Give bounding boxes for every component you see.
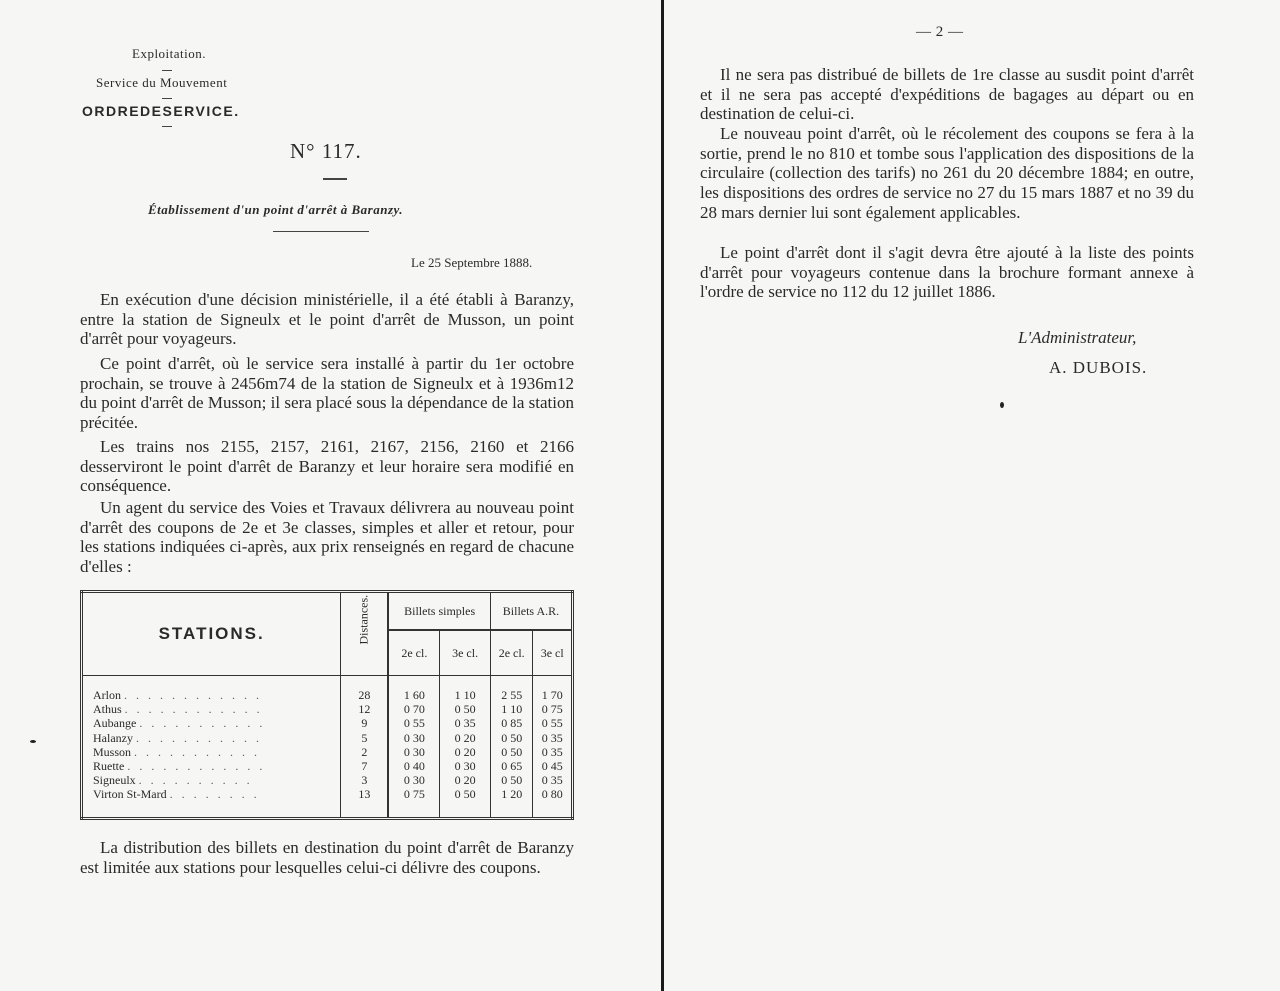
header-dash (162, 70, 172, 71)
price-value: 0 50 (501, 730, 523, 745)
station-name: Musson (93, 744, 132, 759)
price-value: 0 75 (403, 787, 425, 802)
station-name: Athus (93, 702, 122, 717)
document-date: Le 25 Septembre 1888. (411, 255, 533, 270)
sub-header-2cl-ar: 2e cl. (490, 630, 533, 676)
price-value: 0 65 (501, 759, 523, 774)
distance-value: 3 (361, 773, 368, 788)
price-value: 0 30 (403, 773, 425, 788)
header-dash (162, 126, 172, 127)
table-row: Ruette . . . . . . . . . . . . (93, 759, 266, 774)
price-value: 0 20 (454, 730, 476, 745)
right-paragraph-1: Il ne sera pas distribué de billets de 1re classe au susdit point d'arrêt et il ne sera pas accepté d'expéditions de bagages au départ ou en destination de celui-ci. (700, 65, 1194, 124)
price-value: 0 50 (454, 787, 476, 802)
distance-value: 12 (358, 702, 371, 717)
sub-header-3cl: 3e cl. (440, 630, 491, 676)
billets-ar-header: Billets A.R. (490, 592, 572, 631)
header-service: Service du Mouvement (96, 75, 228, 90)
price-value: 0 30 (454, 759, 476, 774)
distance-value: 5 (361, 730, 368, 745)
table-row: Athus . . . . . . . . . . . . (93, 702, 263, 717)
paragraph-4: Un agent du service des Voies et Travaux délivrera au nouveau point d'arrêt des coupons de 2e et 3e classes, simples et aller et retour, pour les stations indiquées ci-après, aux prix renseignés en regard de chacune d'elles : (80, 498, 574, 576)
price-value: 0 20 (454, 744, 476, 759)
simple-2cl-column (388, 676, 439, 819)
distance-value: 13 (358, 787, 371, 802)
sub-header-2cl: 2e cl. (388, 630, 439, 676)
simple-3cl-column (440, 676, 491, 819)
station-name: Halanzy (93, 730, 133, 745)
right-page (668, 0, 1280, 991)
price-value: 0 20 (454, 773, 476, 788)
document-subtitle: Établissement d'un point d'arrêt à Baranzy. (148, 202, 404, 217)
price-value: 1 10 (454, 688, 476, 702)
price-value: 0 55 (541, 716, 563, 731)
price-value: 0 80 (541, 787, 563, 802)
price-value: 0 50 (501, 773, 523, 788)
paper-speck (1000, 402, 1004, 408)
paragraph-2: Ce point d'arrêt, où le service sera installé à partir du 1er octobre prochain, se trouve à 2456m74 de la station de Signeulx et à 1936m12 du point d'arrêt de Musson; il sera placé sous la dépendance de la station précitée. (80, 354, 574, 432)
right-paragraph-2: Le nouveau point d'arrêt, où le récolement des coupons se fera à la sortie, prend le no 810 et tombe sous l'application des dispositions de la circulaire (collection des tarifs) no 261 du 20 décembre 1884; en outre, les dispositions des ordres de service no 27 du 15 mars 1887 et no 39 du 28 mars dernier lui sont également applicables. (700, 124, 1194, 222)
price-value: 0 30 (403, 744, 425, 759)
price-value: 0 55 (403, 716, 425, 731)
price-value: 1 10 (501, 702, 523, 717)
header-dash (162, 98, 172, 99)
table-row: Musson . . . . . . . . . . . (93, 744, 261, 759)
price-value: 0 70 (403, 702, 425, 717)
price-value: 0 40 (403, 759, 425, 774)
distance-value: 7 (361, 759, 368, 774)
distance-value: 2 (361, 744, 368, 759)
header-exploitation: Exploitation. (132, 46, 207, 61)
paragraph-3: Les trains nos 2155, 2157, 2161, 2167, 2156, 2160 et 2166 desserviront le point d'arrêt de Baranzy et leur horaire sera modifié en conséquence. (80, 437, 574, 496)
price-value: 0 35 (454, 716, 476, 731)
price-value: 0 30 (403, 730, 425, 745)
price-value: 1 60 (403, 688, 425, 702)
table-row: Aubange . . . . . . . . . . . (93, 716, 266, 731)
table-row: Virton St-Mard . . . . . . . . (93, 787, 260, 802)
price-value: 0 50 (454, 702, 476, 717)
distances-header-label: Distances. (356, 594, 371, 644)
ar-2cl-column (490, 676, 533, 819)
station-name: Aubange (93, 716, 137, 731)
price-value: 1 20 (501, 787, 523, 802)
price-value: 0 50 (501, 744, 523, 759)
price-value: 0 35 (541, 773, 563, 788)
distances-column (341, 676, 389, 819)
distance-value: 28 (358, 688, 371, 702)
title-rule (323, 178, 347, 180)
table-row: Signeulx . . . . . . . . . . (93, 773, 253, 788)
price-value: 1 70 (541, 688, 563, 702)
book-spine (661, 0, 664, 991)
order-number: N° 117. (290, 139, 362, 163)
subtitle-rule (273, 231, 369, 232)
page-number: — 2 — (916, 24, 964, 40)
price-value: 0 85 (501, 716, 523, 731)
station-name: Arlon (93, 688, 121, 702)
closing-paragraph: La distribution des billets en destination du point d'arrêt de Baranzy est limitée aux stations pour lesquelles celui-ci délivre des coupons. (80, 838, 574, 877)
paper-speck (30, 740, 36, 743)
price-value: 0 35 (541, 744, 563, 759)
signature-title: L'Administrateur, (1018, 328, 1137, 347)
header-ordre: ORDREDESERVICE. (82, 103, 240, 119)
fares-table (80, 590, 574, 820)
billets-simples-header: Billets simples (388, 592, 490, 631)
station-name: Virton St-Mard (93, 787, 167, 802)
distance-value: 9 (361, 716, 368, 731)
sub-header-3cl-ar: 3e cl (533, 630, 573, 676)
table-row: Halanzy . . . . . . . . . . . (93, 730, 262, 745)
stations-header: STATIONS. (82, 592, 341, 676)
ar-3cl-column (533, 676, 573, 819)
price-value: 2 55 (501, 688, 523, 702)
price-value: 0 45 (541, 759, 563, 774)
station-name: Signeulx (93, 773, 136, 788)
price-value: 0 75 (541, 702, 563, 717)
right-paragraph-3: Le point d'arrêt dont il s'agit devra être ajouté à la liste des points d'arrêt pour voyageurs contenue dans la brochure formant annexe à l'ordre de service no 112 du 12 juillet 1886. (700, 243, 1194, 302)
signature-name: A. DUBOIS. (1049, 358, 1148, 377)
table-row: Arlon . . . . . . . . . . . . (93, 688, 262, 702)
station-names-column (82, 676, 341, 819)
paragraph-1: En exécution d'une décision ministérielle, il a été établi à Baranzy, entre la station de Signeulx et le point d'arrêt de Musson, un point d'arrêt pour voyageurs. (80, 290, 574, 349)
price-value: 0 35 (541, 730, 563, 745)
station-name: Ruette (93, 759, 125, 774)
distances-header (341, 592, 389, 676)
